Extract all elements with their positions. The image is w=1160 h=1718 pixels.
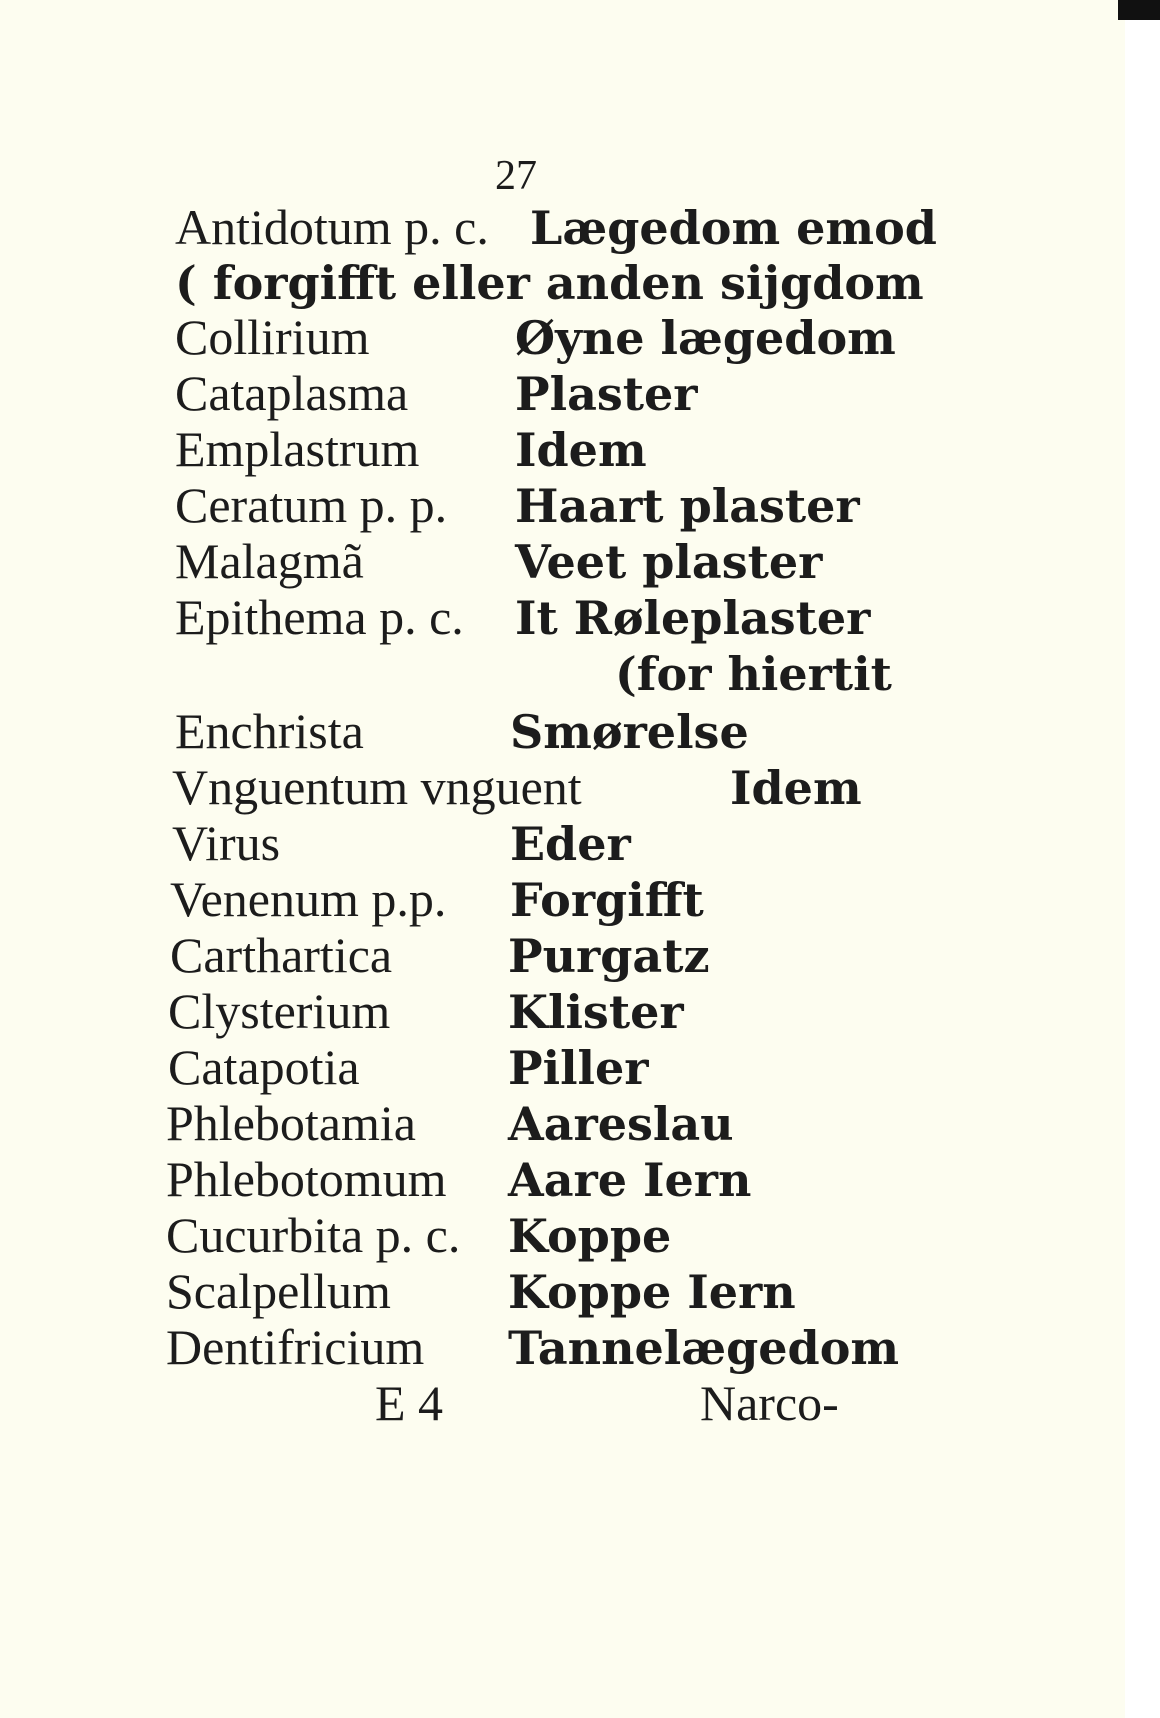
entry-danish: Koppe (508, 1209, 672, 1263)
entry-danish: Haart plaster (515, 479, 860, 533)
entry-danish: Øyne lægedom (515, 311, 896, 365)
entry-latin: Malagmã (175, 533, 364, 589)
entry-danish: Plaster (515, 367, 698, 421)
entry-danish: Idem (515, 423, 647, 477)
entry-latin: Clysterium (168, 983, 391, 1039)
entry-latin: Phlebotomum (166, 1151, 447, 1207)
entry-latin: Venenum p.p. (170, 871, 447, 927)
entry-latin: Cataplasma (175, 365, 409, 421)
entry-latin: Antidotum p. c. (175, 199, 489, 255)
entry-danish: Aare Iern (508, 1153, 752, 1207)
entry-latin: Emplastrum (175, 421, 420, 477)
entry-danish: (for hiertit (615, 647, 892, 701)
entry-danish: Smørelse (510, 705, 749, 759)
entry-danish: Piller (508, 1041, 649, 1095)
entry-danish: Aareslau (508, 1097, 734, 1151)
entry-danish: Purgatz (508, 929, 710, 983)
entry-danish: Tannelægedom (508, 1321, 900, 1375)
entry-latin: Enchrista (175, 703, 364, 759)
entry-latin: Vnguentum vnguent (172, 759, 582, 815)
page-edge (1125, 0, 1160, 1718)
entry-danish: Koppe Iern (508, 1265, 796, 1319)
entry-latin: Epithema p. c. (175, 589, 464, 645)
entry-danish: Veet plaster (515, 535, 823, 589)
entry-danish: Lægedom emod (530, 201, 937, 255)
entry-latin: Scalpellum (166, 1263, 391, 1319)
entry-latin: Ceratum p. p. (175, 477, 448, 533)
entry-danish: Klister (508, 985, 684, 1039)
entry-continuation: ( forgifft eller anden sijgdom (175, 256, 924, 310)
entry-latin: Catapotia (168, 1039, 360, 1095)
entry-latin: Virus (172, 815, 281, 871)
entry-latin: Cucurbita p. c. (166, 1207, 461, 1263)
signature-mark: E 4 (375, 1375, 444, 1431)
entry-latin: Dentifricium (166, 1319, 425, 1375)
entry-latin: Phlebotamia (166, 1095, 416, 1151)
catchword: Narco- (700, 1375, 839, 1431)
entry-danish: Forgifft (510, 873, 704, 927)
scan-corner-mark (1118, 0, 1160, 20)
entry-latin: Carthartica (170, 927, 393, 983)
entry-danish: Idem (730, 761, 862, 815)
entry-latin: Collirium (175, 309, 370, 365)
entry-danish: It Røleplaster (515, 591, 871, 645)
page-number: 27 (495, 153, 537, 199)
entry-danish: Eder (510, 817, 631, 871)
